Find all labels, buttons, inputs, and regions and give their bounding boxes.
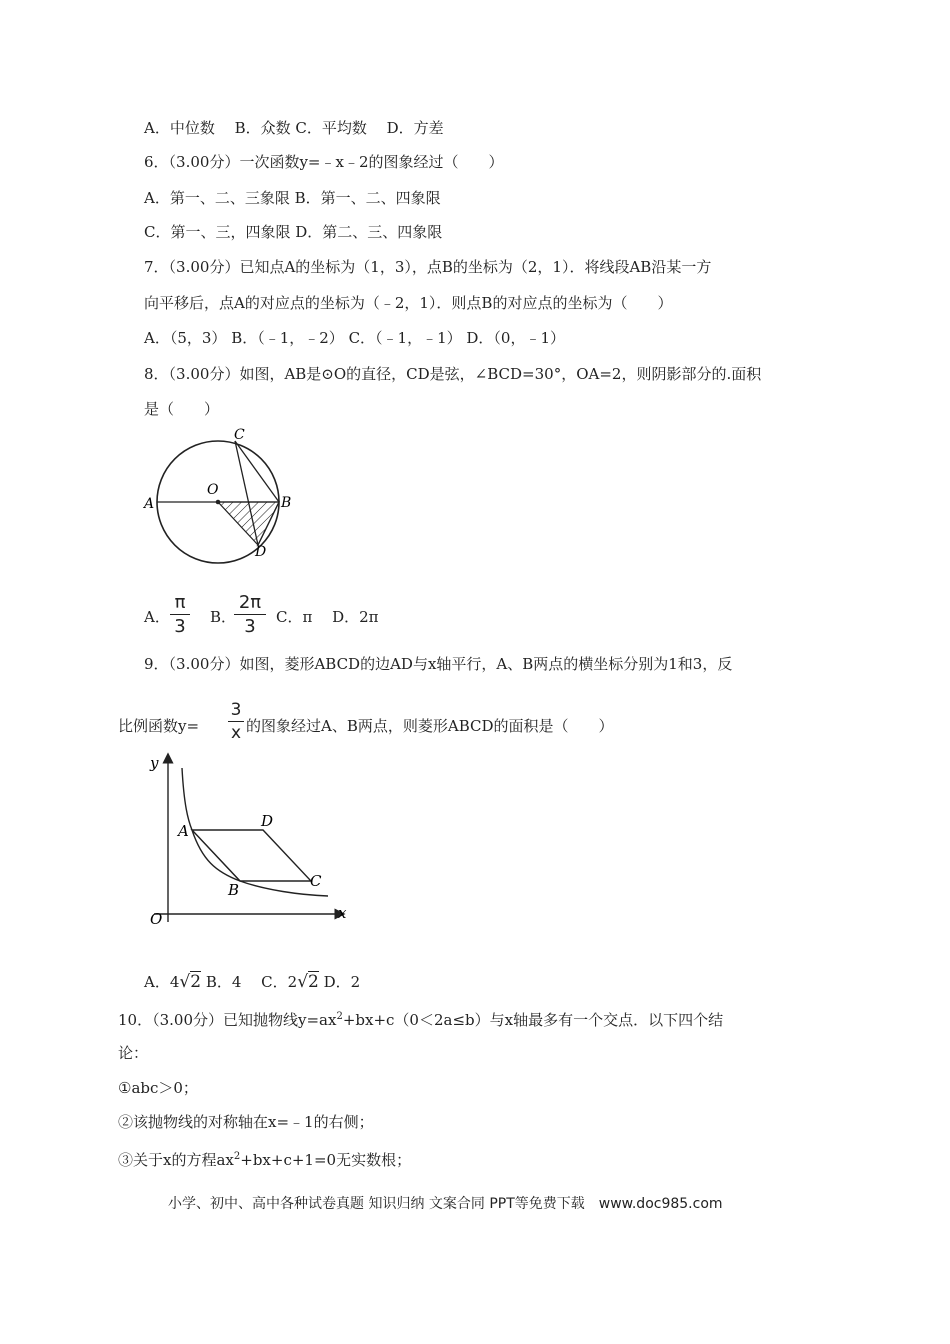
q8-opt-b-num: 2π [238, 592, 262, 613]
q9-stem-line1: 9．（3.00分）如图，菱形ABCD的边AD与x轴平行，A、B两点的横坐标分别为1和3，反 [144, 655, 733, 673]
q9-label-d: D [261, 812, 274, 830]
q9-stem-post: 的图象经过A、B两点，则菱形ABCD的面积是（ ） [246, 717, 614, 735]
q9-frac-den: x [230, 723, 242, 743]
q9-label-o: O [150, 910, 163, 928]
q8-circle-figure [140, 425, 300, 575]
q9-fraction [228, 700, 244, 743]
q9-opt-c-radical: √2 [297, 972, 319, 992]
q10-stem-line1: 10．（3.00分）已知抛物线$y=ax^2+bx+c(0<2a\le b)$与x轴最多有一个交点．以下四个结 [118, 1011, 724, 1029]
q7-stem-line2: 向平移后，点A的对应点的坐标为（﹣2，1）．则点B的对应点的坐标为（ ） [144, 294, 673, 312]
q9-label-b: B [228, 881, 240, 899]
q9-stem-pre: 比例函数y= [118, 717, 200, 735]
q8-opt-a-num: π [174, 592, 186, 613]
q9-frac-num: 3 [230, 700, 242, 720]
q10-stem-line2: 论： [118, 1044, 149, 1062]
q9-label-x: x [338, 904, 347, 922]
q8-opt-cd: C．π D．2π [276, 608, 379, 626]
page-footer: 小学、初中、高中各种试卷真题 知识归纳 文案合同 PPT等免费下载 www.doc985.com [168, 1196, 723, 1212]
q9-rhombus-figure [140, 750, 360, 930]
q8-opt-a-den: 3 [174, 616, 186, 637]
q9-options [144, 972, 360, 992]
q6-options-row2: C．第一、三，四象限 D．第二、三、四象限 [144, 223, 443, 241]
q5-options: A．中位数 B．众数 C．平均数 D．方差 [144, 119, 444, 137]
q9-rhombus [192, 830, 311, 881]
q8-label-o: O [207, 482, 219, 498]
q8-label-a: A [144, 496, 155, 512]
q9-opt-bc: B．4 C．2 [205, 973, 298, 991]
q6-stem: 6．（3.00分）一次函数y=﹣x﹣2的图象经过（ ） [144, 153, 504, 171]
q9-diagonal-ab [192, 830, 240, 881]
q8-opt-b-den: 3 [244, 616, 256, 637]
q10-conclusion-3: ③关于x的方程$ax^2+bx+c+1=0$无实数根； [118, 1151, 412, 1169]
q9-opt-a-radical: √2 [179, 972, 202, 992]
q10-conclusion-1: ①abc＞0； [118, 1079, 198, 1097]
q8-opt-b-fraction [234, 592, 266, 637]
q9-label-y: y [150, 754, 159, 772]
q8-shaded-region [218, 502, 279, 545]
q8-opt-a-fraction [170, 592, 190, 637]
q7-options: A．（5，3） B．（﹣1，﹣2） C．（﹣1，﹣1） D．（0，﹣1） [144, 329, 566, 347]
q8-center-point [216, 500, 221, 505]
q8-label-d: D [255, 544, 267, 560]
q9-opt-d: D．2 [323, 973, 361, 991]
q8-opt-b-label: B． [210, 608, 237, 626]
q8-label-c: C [234, 427, 245, 443]
q6-options-row1: A．第一、二、三象限 B．第一、二、四象限 [144, 189, 441, 207]
q9-opt-a: A．4 [144, 973, 180, 991]
q8-stem-line2: 是（ ） [144, 400, 220, 418]
q8-stem-line1: 8．（3.00分）如图，AB是⊙O的直径，CD是弦，∠BCD=30°，OA=2，则阴影部分的.面积 [144, 365, 762, 383]
q7-stem-line1: 7．（3.00分）已知点A的坐标为（1，3），点B的坐标为（2，1）．将线段AB沿某一方 [144, 258, 712, 276]
q10-conclusion-2: ②该抛物线的对称轴在x=﹣1的右侧； [118, 1113, 374, 1131]
q9-label-c: C [310, 872, 322, 890]
q9-label-a: A [178, 822, 189, 840]
q8-label-b: B [281, 495, 292, 511]
q8-opt-a-label: A． [144, 608, 170, 626]
